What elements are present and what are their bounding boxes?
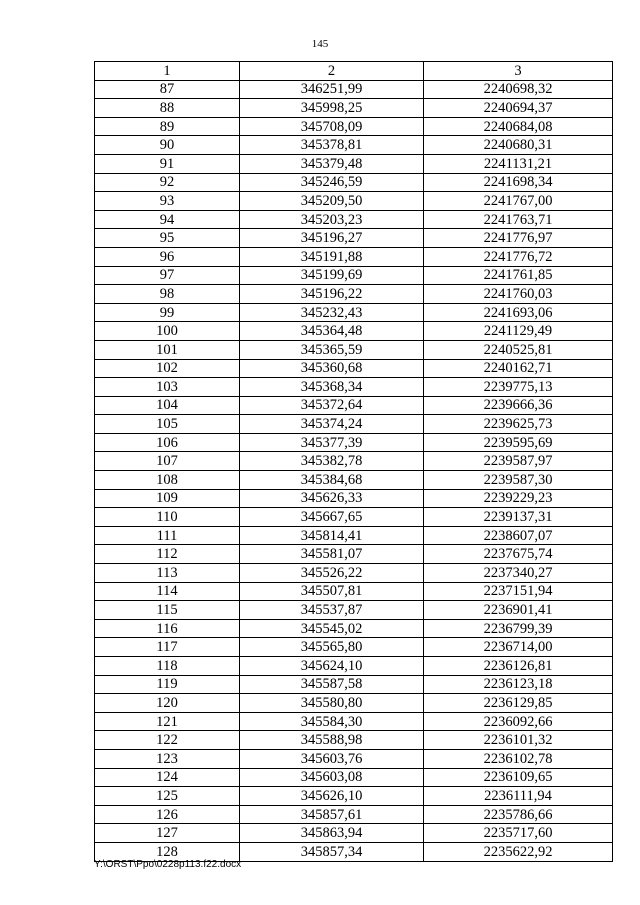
y-coordinate-cell: 2241760,03 <box>424 285 613 304</box>
column-header: 3 <box>424 62 613 81</box>
y-coordinate-cell: 2235786,66 <box>424 805 613 824</box>
y-coordinate-cell: 2236109,65 <box>424 768 613 787</box>
table-row <box>95 396 613 415</box>
table-row <box>95 303 613 322</box>
x-coordinate-cell: 345580,80 <box>240 694 424 713</box>
y-coordinate-cell: 2235717,60 <box>424 824 613 843</box>
point-number-cell: 113 <box>95 564 240 583</box>
x-coordinate-cell: 345384,68 <box>240 471 424 490</box>
table-row <box>95 471 613 490</box>
table-row <box>95 545 613 564</box>
column-header: 1 <box>95 62 240 81</box>
y-coordinate-cell: 2239137,31 <box>424 508 613 527</box>
x-coordinate-cell: 345667,65 <box>240 508 424 527</box>
table-row <box>95 657 613 676</box>
point-number-cell: 114 <box>95 582 240 601</box>
x-coordinate-cell: 345603,08 <box>240 768 424 787</box>
x-coordinate-cell: 345203,23 <box>240 210 424 229</box>
y-coordinate-cell: 2240694,37 <box>424 99 613 118</box>
y-coordinate-cell: 2240525,81 <box>424 340 613 359</box>
point-number-cell: 102 <box>95 359 240 378</box>
table-row <box>95 285 613 304</box>
point-number-cell: 127 <box>95 824 240 843</box>
x-coordinate-cell: 345246,59 <box>240 173 424 192</box>
point-number-cell: 92 <box>95 173 240 192</box>
y-coordinate-cell: 2235622,92 <box>424 842 613 861</box>
x-coordinate-cell: 345626,33 <box>240 489 424 508</box>
coordinates-table <box>94 61 613 862</box>
table-row <box>95 564 613 583</box>
table-row <box>95 638 613 657</box>
y-coordinate-cell: 2236799,39 <box>424 619 613 638</box>
point-number-cell: 90 <box>95 136 240 155</box>
table-row <box>95 787 613 806</box>
point-number-cell: 124 <box>95 768 240 787</box>
y-coordinate-cell: 2236092,66 <box>424 712 613 731</box>
point-number-cell: 120 <box>95 694 240 713</box>
point-number-cell: 118 <box>95 657 240 676</box>
point-number-cell: 95 <box>95 229 240 248</box>
point-number-cell: 125 <box>95 787 240 806</box>
x-coordinate-cell: 345526,22 <box>240 564 424 583</box>
point-number-cell: 87 <box>95 80 240 99</box>
y-coordinate-cell: 2239775,13 <box>424 378 613 397</box>
x-coordinate-cell: 345588,98 <box>240 731 424 750</box>
point-number-cell: 97 <box>95 266 240 285</box>
y-coordinate-cell: 2241776,72 <box>424 247 613 266</box>
x-coordinate-cell: 345365,59 <box>240 340 424 359</box>
point-number-cell: 111 <box>95 526 240 545</box>
table-row <box>95 526 613 545</box>
x-coordinate-cell: 345814,41 <box>240 526 424 545</box>
y-coordinate-cell: 2240680,31 <box>424 136 613 155</box>
table-row <box>95 731 613 750</box>
x-coordinate-cell: 345364,48 <box>240 322 424 341</box>
y-coordinate-cell: 2239587,97 <box>424 452 613 471</box>
x-coordinate-cell: 345507,81 <box>240 582 424 601</box>
point-number-cell: 96 <box>95 247 240 266</box>
table-row <box>95 340 613 359</box>
y-coordinate-cell: 2239625,73 <box>424 415 613 434</box>
point-number-cell: 94 <box>95 210 240 229</box>
point-number-cell: 112 <box>95 545 240 564</box>
table-row <box>95 433 613 452</box>
x-coordinate-cell: 346251,99 <box>240 80 424 99</box>
table-row <box>95 266 613 285</box>
point-number-cell: 103 <box>95 378 240 397</box>
table-row <box>95 768 613 787</box>
x-coordinate-cell: 345377,39 <box>240 433 424 452</box>
x-coordinate-cell: 345379,48 <box>240 154 424 173</box>
table-row <box>95 601 613 620</box>
y-coordinate-cell: 2236129,85 <box>424 694 613 713</box>
x-coordinate-cell: 345863,94 <box>240 824 424 843</box>
table-row <box>95 712 613 731</box>
table-row <box>95 99 613 118</box>
table-row <box>95 117 613 136</box>
table-row <box>95 136 613 155</box>
point-number-cell: 116 <box>95 619 240 638</box>
y-coordinate-cell: 2240162,71 <box>424 359 613 378</box>
x-coordinate-cell: 345360,68 <box>240 359 424 378</box>
point-number-cell: 99 <box>95 303 240 322</box>
table-row <box>95 489 613 508</box>
point-number-cell: 104 <box>95 396 240 415</box>
x-coordinate-cell: 345545,02 <box>240 619 424 638</box>
point-number-cell: 126 <box>95 805 240 824</box>
table-row <box>95 210 613 229</box>
point-number-cell: 128 <box>95 842 240 861</box>
y-coordinate-cell: 2237675,74 <box>424 545 613 564</box>
y-coordinate-cell: 2241776,97 <box>424 229 613 248</box>
point-number-cell: 101 <box>95 340 240 359</box>
table-row <box>95 192 613 211</box>
point-number-cell: 109 <box>95 489 240 508</box>
point-number-cell: 98 <box>95 285 240 304</box>
table-row <box>95 322 613 341</box>
y-coordinate-cell: 2241767,00 <box>424 192 613 211</box>
point-number-cell: 108 <box>95 471 240 490</box>
y-coordinate-cell: 2236102,78 <box>424 749 613 768</box>
table-row <box>95 675 613 694</box>
table-row <box>95 508 613 527</box>
table-row <box>95 378 613 397</box>
y-coordinate-cell: 2237151,94 <box>424 582 613 601</box>
x-coordinate-cell: 345374,24 <box>240 415 424 434</box>
x-coordinate-cell: 345368,34 <box>240 378 424 397</box>
y-coordinate-cell: 2236111,94 <box>424 787 613 806</box>
y-coordinate-cell: 2236126,81 <box>424 657 613 676</box>
point-number-cell: 107 <box>95 452 240 471</box>
y-coordinate-cell: 2239229,23 <box>424 489 613 508</box>
x-coordinate-cell: 345209,50 <box>240 192 424 211</box>
x-coordinate-cell: 345624,10 <box>240 657 424 676</box>
table-row <box>95 229 613 248</box>
table-row <box>95 805 613 824</box>
point-number-cell: 123 <box>95 749 240 768</box>
y-coordinate-cell: 2236101,32 <box>424 731 613 750</box>
x-coordinate-cell: 345199,69 <box>240 266 424 285</box>
table-row <box>95 247 613 266</box>
table-row <box>95 694 613 713</box>
x-coordinate-cell: 345372,64 <box>240 396 424 415</box>
point-number-cell: 106 <box>95 433 240 452</box>
y-coordinate-cell: 2239666,36 <box>424 396 613 415</box>
point-number-cell: 91 <box>95 154 240 173</box>
x-coordinate-cell: 345191,88 <box>240 247 424 266</box>
table-header-row <box>95 62 613 81</box>
x-coordinate-cell: 345603,76 <box>240 749 424 768</box>
footer-file-path: Y:\ORST\Ppo\0228p113.f22.docx <box>94 859 242 870</box>
table-row <box>95 749 613 768</box>
y-coordinate-cell: 2236901,41 <box>424 601 613 620</box>
y-coordinate-cell: 2241131,21 <box>424 154 613 173</box>
x-coordinate-cell: 345998,25 <box>240 99 424 118</box>
table-row <box>95 452 613 471</box>
point-number-cell: 115 <box>95 601 240 620</box>
point-number-cell: 88 <box>95 99 240 118</box>
x-coordinate-cell: 345537,87 <box>240 601 424 620</box>
x-coordinate-cell: 345565,80 <box>240 638 424 657</box>
y-coordinate-cell: 2237340,27 <box>424 564 613 583</box>
table-row <box>95 173 613 192</box>
point-number-cell: 121 <box>95 712 240 731</box>
x-coordinate-cell: 345232,43 <box>240 303 424 322</box>
y-coordinate-cell: 2239587,30 <box>424 471 613 490</box>
point-number-cell: 122 <box>95 731 240 750</box>
table-body <box>95 80 613 861</box>
table-row <box>95 359 613 378</box>
point-number-cell: 89 <box>95 117 240 136</box>
y-coordinate-cell: 2236714,00 <box>424 638 613 657</box>
point-number-cell: 105 <box>95 415 240 434</box>
x-coordinate-cell: 345196,22 <box>240 285 424 304</box>
y-coordinate-cell: 2236123,18 <box>424 675 613 694</box>
x-coordinate-cell: 345708,09 <box>240 117 424 136</box>
point-number-cell: 110 <box>95 508 240 527</box>
x-coordinate-cell: 345382,78 <box>240 452 424 471</box>
y-coordinate-cell: 2241761,85 <box>424 266 613 285</box>
y-coordinate-cell: 2240684,08 <box>424 117 613 136</box>
x-coordinate-cell: 345196,27 <box>240 229 424 248</box>
y-coordinate-cell: 2240698,32 <box>424 80 613 99</box>
x-coordinate-cell: 345857,61 <box>240 805 424 824</box>
table-row <box>95 824 613 843</box>
y-coordinate-cell: 2241763,71 <box>424 210 613 229</box>
y-coordinate-cell: 2241693,06 <box>424 303 613 322</box>
y-coordinate-cell: 2238607,07 <box>424 526 613 545</box>
x-coordinate-cell: 345581,07 <box>240 545 424 564</box>
y-coordinate-cell: 2239595,69 <box>424 433 613 452</box>
x-coordinate-cell: 345584,30 <box>240 712 424 731</box>
y-coordinate-cell: 2241129,49 <box>424 322 613 341</box>
table-row <box>95 154 613 173</box>
x-coordinate-cell: 345626,10 <box>240 787 424 806</box>
y-coordinate-cell: 2241698,34 <box>424 173 613 192</box>
table-row <box>95 80 613 99</box>
table-row <box>95 582 613 601</box>
page-number: 145 <box>311 38 329 50</box>
point-number-cell: 100 <box>95 322 240 341</box>
table-row <box>95 415 613 434</box>
x-coordinate-cell: 345378,81 <box>240 136 424 155</box>
column-header: 2 <box>240 62 424 81</box>
table-row <box>95 619 613 638</box>
point-number-cell: 93 <box>95 192 240 211</box>
x-coordinate-cell: 345587,58 <box>240 675 424 694</box>
x-coordinate-cell: 345857,34 <box>240 842 424 861</box>
point-number-cell: 117 <box>95 638 240 657</box>
point-number-cell: 119 <box>95 675 240 694</box>
